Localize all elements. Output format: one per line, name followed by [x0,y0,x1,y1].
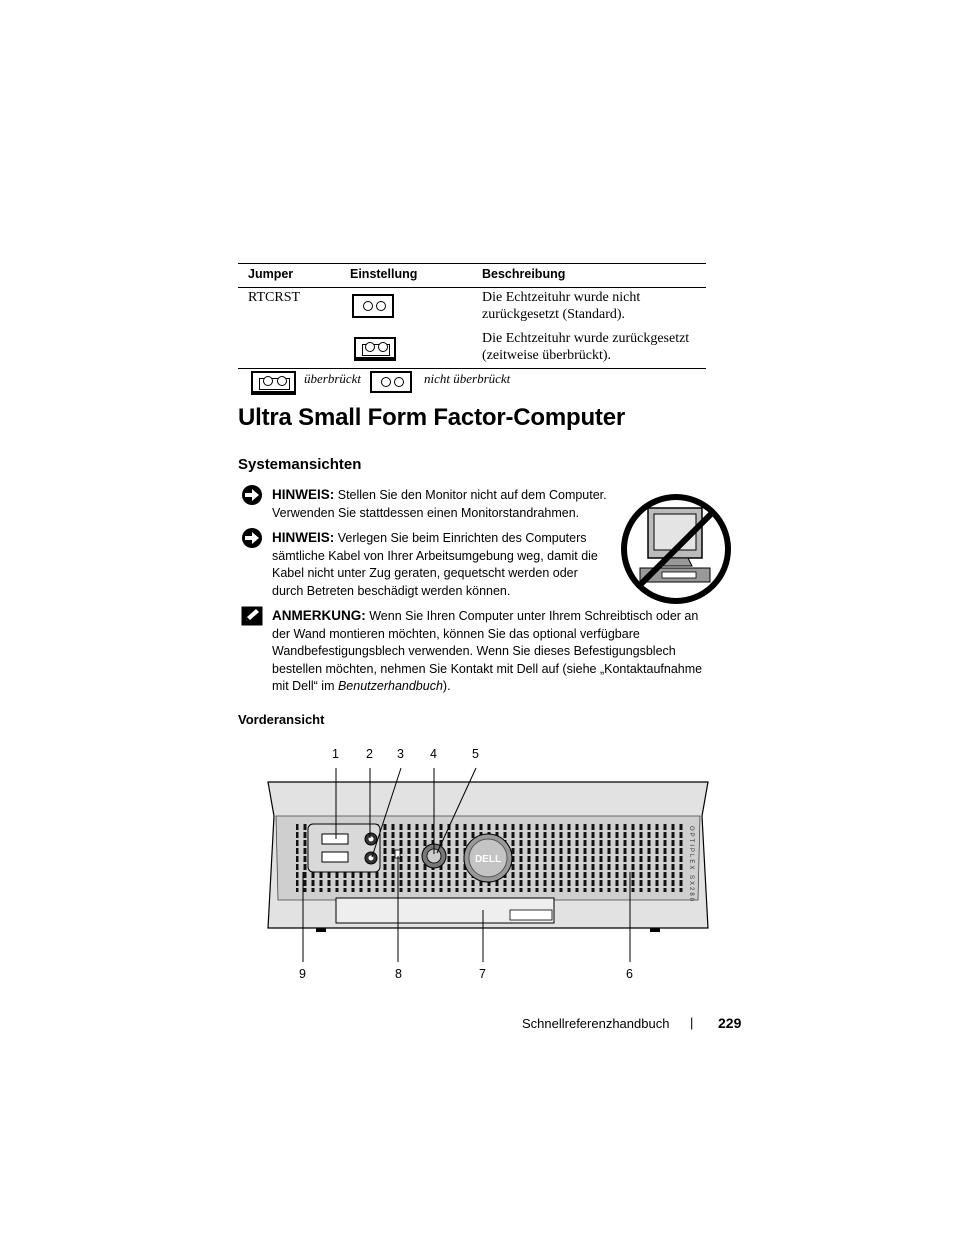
table-top-rule [238,263,706,264]
notice-text: Stellen Sie den Monitor nicht auf dem Computer. Verwenden Sie stattdessen einen Monitorstandrahmen. [272,488,607,520]
no-monitor-on-computer-icon [618,492,734,606]
notice-icon [241,527,263,549]
legend-open-icon [370,371,412,393]
callout-6: 6 [626,967,633,981]
note-reference: Benutzerhandbuch [337,679,443,693]
note-text: Wenn Sie Ihren Computer unter Ihrem Schreibtisch oder an der Wand montieren möchten, können Sie das optional verfügbare Wandbefestigungsblech verwenden. Wenn Sie dieses Befestigungsblech bestellen möchten, nehmen Sie Kontakt mit Dell auf (siehe „Kontaktaufnahme mit Dell“ im [272,609,703,693]
notice-label: HINWEIS: [272,487,335,502]
table-header-rule [238,287,706,288]
notice-icon [241,484,263,506]
footer-separator: | [690,1015,694,1030]
notice-monitor [272,486,608,522]
description-default: Die Echtzeituhr wurde nicht zurückgesetzt (Standard). [482,290,641,322]
header-setting: Einstellung [350,267,418,281]
legend-bridged-icon [251,371,296,395]
page-number: 229 [718,1015,742,1031]
callout-2: 2 [366,747,373,761]
header-jumper: Jumper [248,267,294,281]
callout-7: 7 [479,967,486,981]
front-view-title: Vorderansicht [238,712,325,727]
dell-logo-text: DELL [474,854,502,865]
callout-8: 8 [395,967,402,981]
description-reset: Die Echtzeituhr wurde zurückgesetzt (zeitweise überbrückt). [482,331,690,363]
footer-book-title: Schnellreferenzhandbuch [522,1016,670,1031]
note-suffix: ). [442,679,451,693]
jumper-bridged-icon [354,337,396,361]
callout-1: 1 [332,747,339,761]
table-bottom-rule [238,368,706,369]
note-wall-mount [272,607,710,696]
callout-5: 5 [472,747,479,761]
callout-4: 4 [430,747,437,761]
legend-bridged-label: überbrückt [304,371,362,386]
computer-front-view [262,760,714,972]
pencil-note-icon [241,606,263,626]
subsection-title: Systemansichten [238,456,362,473]
model-label-text: OPTIPLEX SX280 [688,826,694,904]
section-title: Ultra Small Form Factor-Computer [238,404,625,431]
header-description: Beschreibung [482,267,566,281]
notice-label: HINWEIS: [272,530,335,545]
notice-cables [272,529,608,600]
callout-9: 9 [299,967,306,981]
notice-text: Verlegen Sie beim Einrichten des Computers sämtliche Kabel von Ihrer Arbeitsumgebung weg, damit die Kabel nicht unter Zug geraten, gequetscht werden oder durch Betreten beschädigt werden können. [272,531,598,598]
note-label: ANMERKUNG: [272,608,366,623]
callout-3: 3 [397,747,404,761]
legend-not-bridged-label: nicht überbrückt [424,371,511,386]
jumper-name: RTCRST [248,290,301,305]
jumper-open-icon [352,294,394,318]
